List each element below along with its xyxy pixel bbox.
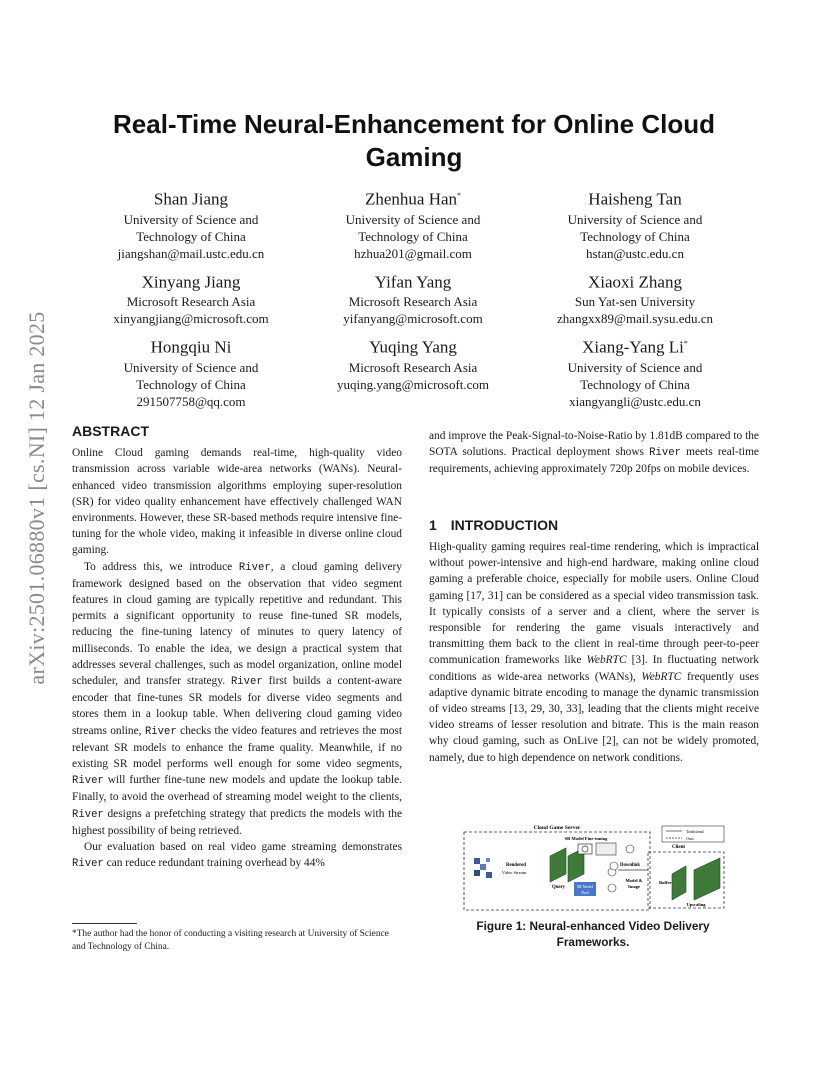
author-block — [80, 185, 748, 416]
figure-1-diagram — [462, 822, 726, 912]
upscaling-label: Upscaling — [686, 902, 706, 907]
abstract-paragraph-2: To address this, we introduce River, a cloud gaming delivery framework designed based on the observation that video segment features in cloud gaming are typically repetitive and redundant. This permits a significant opportunity to reuse fine-tuned SR models, reducing the fine-tuning latency of minutes to query latency of milliseconds. To enable the idea, we design a practical system that addresses several challenges, such as model organization, online model scheduler, and transfer strategy. River first builds a content-aware encoder that fine-tunes SR models for diverse video segments and stores them in a lookup table. When delivering cloud gaming video streams online, River checks the video features and retrieves the most relevant SR models to enhance the frame quality. Meanwhile, if no existing SR model performs well enough for some video segments, River will further fine-tune new models and update the lookup table. Finally, to avoid the overhead of streaming model weight to the clients, River designs a prefetching strategy that predicts the models with the highest possibility of being retrieved. — [72, 560, 402, 837]
author-affiliation-2: Technology of China — [136, 376, 246, 392]
query-label: Query — [552, 885, 566, 890]
abstract-paragraph-1: Online Cloud gaming demands real-time, high-quality video transmission across variable wide-area networks (WANs). Neural-enhanced video transmission algorithms employing super-resolution (SR) for video quality enhancement have effectively challenged WAN environments. However, these SR-based methods require intensive fine-tuning for the whole video, making it infeasible in diverse online cloud gaming. — [72, 447, 402, 557]
author-affiliation-2: Technology of China — [136, 228, 246, 244]
abstract-continuation — [429, 428, 759, 478]
author-affiliation: University of Science and — [567, 359, 703, 375]
author — [524, 185, 746, 262]
author-email: hzhua201@gmail.com — [354, 245, 472, 261]
author-name: Xiang-Yang Li* — [582, 337, 688, 357]
author-email: zhangxx89@mail.sysu.edu.cn — [556, 311, 714, 327]
figure-1 — [462, 822, 726, 912]
legend-traditional: Traditional — [686, 829, 704, 834]
legend-ours: Ours — [686, 836, 694, 841]
author — [80, 185, 302, 262]
author-email: 291507758@qq.com — [136, 393, 246, 409]
arxiv-watermark — [22, 268, 52, 728]
abstract-heading: ABSTRACT — [72, 423, 149, 439]
author-affiliation: University of Science and — [123, 211, 259, 227]
introduction-text — [429, 539, 759, 766]
author — [80, 268, 302, 328]
author-email: yuqing.yang@microsoft.com — [336, 376, 490, 392]
author-email: xinyangjiang@microsoft.com — [113, 311, 269, 327]
author-affiliation: Microsoft Research Asia — [126, 294, 256, 310]
model-icon — [596, 843, 616, 855]
author-name: Xiaoxi Zhang — [588, 272, 682, 292]
abstract-paragraph-3: Our evaluation based on real video game streaming demonstrates River can reduce redundant training overhead by 44% — [72, 841, 402, 871]
figure-1-caption: Figure 1: Neural-enhanced Video Delivery Frameworks. — [476, 919, 710, 949]
author-affiliation: University of Science and — [567, 211, 703, 227]
author-affiliation-2: Technology of China — [358, 228, 468, 244]
author-affiliation: Microsoft Research Asia — [348, 359, 478, 375]
author-email: yifanyang@microsoft.com — [343, 311, 483, 327]
pool-label: SR Model — [576, 884, 594, 889]
author-affiliation-2: Technology of China — [580, 376, 690, 392]
camera-icon — [578, 844, 592, 854]
author — [80, 333, 302, 410]
finetune-label: SR Model Fine-tuning — [564, 836, 608, 841]
introduction-heading: 1 INTRODUCTION — [429, 517, 559, 533]
model-image-label: Model & — [625, 878, 643, 883]
stream-label: Video Stream — [501, 870, 527, 875]
game-icon — [474, 858, 492, 878]
frame-1 — [550, 848, 566, 882]
abstract-column — [72, 423, 402, 872]
author — [524, 333, 746, 410]
model-node-3 — [608, 884, 616, 892]
author — [302, 333, 524, 410]
model-node-1 — [626, 845, 634, 853]
author-affiliation: Microsoft Research Asia — [348, 294, 478, 310]
intro-paragraph: High-quality gaming requires real-time rendering, which is impractical without power-intensive and high-end hardware, making online cloud gaming a preferable choice, especially for mobile users. Online Cloud gaming [17, 31] can be considered as a special video transmission task. It typically consists of a server and a client, where the server is responsible for rendering the game visuals interactively and transmitting them back to the client in real-time through peer-to-peer communication frameworks like WebRTC [3]. In fluctuating network conditions as wide-area networks (WANs), WebRTC frequently uses adaptive dynamic bitrate encoding to manage the dynamic transmission of video streams [13, 29, 30, 33], leading that the clients might receive video streams of lesser resolution and bitrate. This is the main reason why cloud gaming, such as OnLive [2], can not be widely promoted, namely, due to high dependence on network conditions. — [429, 541, 759, 764]
buffer-label: Buffer — [659, 880, 672, 885]
author-affiliation: University of Science and — [345, 211, 481, 227]
author-name: Yuqing Yang — [369, 337, 457, 357]
author-name: Yifan Yang — [374, 272, 452, 292]
rendered-label: Rendered — [506, 863, 526, 868]
downlink-label: Downlink — [620, 863, 640, 868]
author — [302, 268, 524, 328]
server-label: Cloud Game Server — [533, 825, 581, 831]
author-affiliation: University of Science and — [123, 359, 259, 375]
author-name: Haisheng Tan — [588, 189, 682, 209]
client-frame-1 — [672, 866, 686, 900]
client-label: Client — [672, 845, 686, 850]
author — [302, 185, 524, 262]
author-row — [80, 185, 748, 262]
abstract-paragraph-3-cont: and improve the Peak-Signal-to-Noise-Ratio by 1.81dB compared to the SOTA solutions. Practical deployment shows River meets real-time requirements, achieving approximately 720p 20fps on mobile devices. — [429, 430, 759, 476]
paper-title: Real-Time Neural-Enhancement for Online Cloud Gaming — [113, 109, 715, 172]
author-row — [80, 268, 748, 328]
author-affiliation: Sun Yat-sen University — [574, 294, 696, 310]
author-row — [80, 333, 748, 410]
author — [524, 268, 746, 328]
arxiv-id: arXiv:2501.06880v1 [cs.NI] 12 Jan 2025 — [24, 311, 49, 685]
author-email: xiangyangli@ustc.edu.cn — [569, 393, 701, 409]
author-name: Hongqiu Ni — [150, 337, 232, 357]
footnote: *The author had the honor of conducting a visiting research at University of Science and Technology of China. — [72, 929, 389, 952]
footnote-rule — [72, 923, 137, 924]
pool-label-2: Pool — [581, 890, 589, 895]
author-affiliation-2: Technology of China — [580, 228, 690, 244]
model-image-label-2: Image — [628, 884, 640, 889]
author-email: jiangshan@mail.ustc.edu.cn — [117, 245, 265, 261]
author-name: Zhenhua Han* — [364, 189, 462, 209]
client-frame-2 — [694, 858, 720, 900]
author-email: hstan@ustc.edu.cn — [586, 245, 684, 261]
author-name: Xinyang Jiang — [141, 272, 241, 292]
author-name: Shan Jiang — [153, 189, 229, 209]
